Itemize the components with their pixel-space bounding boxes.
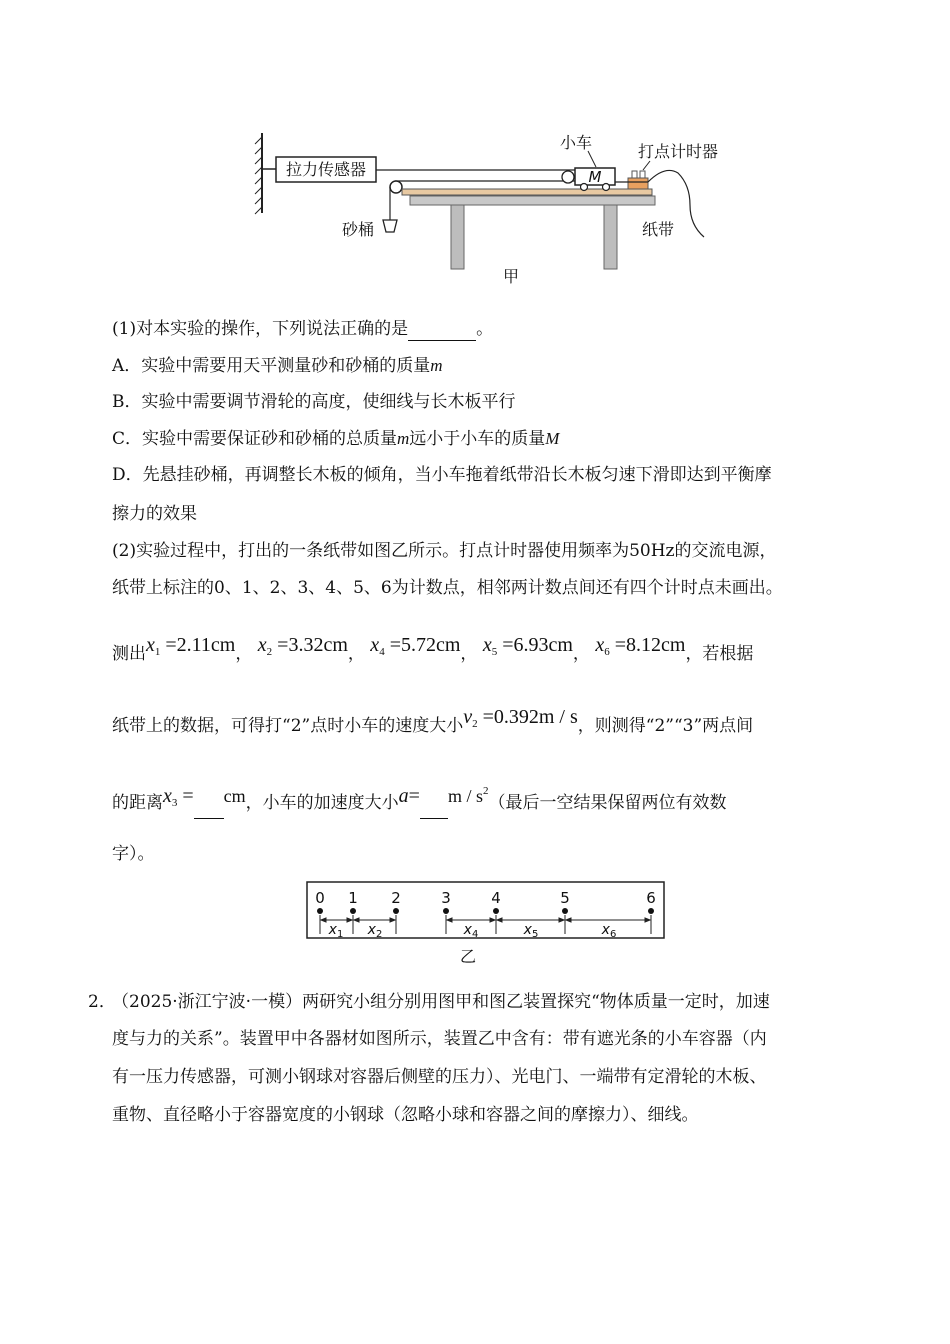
point-3-label: 3 xyxy=(441,889,451,907)
segment-x6-label: $x_6$ xyxy=(601,922,617,940)
table-leg-right xyxy=(604,205,617,269)
q1-answer-blank[interactable] xyxy=(408,318,476,341)
point-5 xyxy=(562,908,568,914)
timer-label: 打点计时器 xyxy=(637,142,719,161)
long-board xyxy=(402,189,652,195)
problem2-line3: 有一压力传感器，可测小钢球对容器后侧壁的压力）、光电门、一端带有定滑轮的木板、 xyxy=(112,1067,767,1087)
q1-stem: (1)对本实验的操作，下列说法正确的是 。 xyxy=(112,319,494,339)
problem2-line2: 度与力的关系”。装置甲中各器材如图所示，装置乙中含有：带有遮光条的小车容器（内 xyxy=(112,1029,767,1049)
dot-timer xyxy=(628,178,648,189)
segment-x1-label: $x_1$ xyxy=(328,922,344,940)
q2-measured-line: 测出$x_1 =2.11cm$， $x_2 =3.32cm$， $x_4 =5.72cm$， $x_5 =6.93cm$， $x_6 =8.12cm$，若根据 xyxy=(112,634,754,664)
q2-velocity-line: 纸带上的数据，可得打“2”点时小车的速度大小$v_2 =0.392m / s$，则测得“2”“3”两点间 xyxy=(112,706,754,736)
q1-option-d-line1: D．先悬挂砂桶，再调整长木板的倾角，当小车拖着纸带沿长木板匀速下滑即达到平衡摩 xyxy=(112,465,772,485)
point-6 xyxy=(648,908,654,914)
q1-option-c: C．实验中需要保证砂和砂桶的总质量m远小于小车的质量M xyxy=(112,429,560,449)
segment-x2-label: $x_2$ xyxy=(367,922,383,940)
problem2-number: 2． xyxy=(88,992,116,1012)
bucket-label: 砂桶 xyxy=(341,220,375,239)
point-6-label: 6 xyxy=(646,889,656,907)
sand-bucket xyxy=(383,220,397,232)
cart-label: 小车 xyxy=(559,133,593,152)
acceleration-answer-blank[interactable] xyxy=(420,788,448,819)
point-4-label: 4 xyxy=(491,889,501,907)
q2-line6: 字）。 xyxy=(112,844,155,864)
table-top xyxy=(410,196,655,205)
point-4 xyxy=(493,908,499,914)
figure-yi xyxy=(305,880,667,968)
problem2-line1: （2025·浙江宁波·一模）两研究小组分别用图甲和图乙装置探究“物体质量一定时，加速 xyxy=(112,992,770,1012)
figure-jia xyxy=(250,125,730,290)
table-leg-left xyxy=(451,205,464,269)
q2-answer-line: 的距离$x_3$ = cm，小车的加速度大小$a= m / s^2$（最后一空结果保留两位有效数 xyxy=(112,776,726,819)
sensor-label: 拉力传感器 xyxy=(285,160,367,179)
segment-x5-label: $x_5$ xyxy=(523,922,539,940)
tape-label: 纸带 xyxy=(641,220,675,239)
wall-hatch xyxy=(255,137,262,214)
cart-mass-label: M xyxy=(588,168,602,186)
q2-line1: (2)实验过程中，打出的一条纸带如图乙所示。打点计时器使用频率为50Hz的交流电源， xyxy=(112,541,777,561)
cart-hook xyxy=(562,171,574,183)
point-0 xyxy=(317,908,323,914)
point-3 xyxy=(443,908,449,914)
q1-option-d-line2: 擦力的效果 xyxy=(112,504,197,524)
problem2-line4: 重物、直径略小于容器宽度的小钢球（忽略小球和容器之间的摩擦力）、细线。 xyxy=(112,1105,699,1125)
q1-option-b: B．实验中需要调节滑轮的高度，使细线与长木板平行 xyxy=(112,392,516,412)
segment-x4-label: $x_4$ xyxy=(463,922,479,940)
pulley xyxy=(390,181,402,193)
point-0-label: 0 xyxy=(315,889,325,907)
q1-option-a: A．实验中需要用天平测量砂和砂桶的质量m xyxy=(112,356,443,376)
figure-jia-caption: 甲 xyxy=(502,267,520,286)
q2-line2: 纸带上标注的0、1、2、3、4、5、6为计数点，相邻两计数点间还有四个计时点未画出。 xyxy=(112,578,783,598)
figure-yi-caption: 乙 xyxy=(459,947,477,966)
point-2 xyxy=(393,908,399,914)
point-1-label: 1 xyxy=(348,889,358,907)
point-1 xyxy=(350,908,356,914)
point-2-label: 2 xyxy=(391,889,401,907)
x3-answer-blank[interactable] xyxy=(194,788,224,819)
point-5-label: 5 xyxy=(560,889,570,907)
